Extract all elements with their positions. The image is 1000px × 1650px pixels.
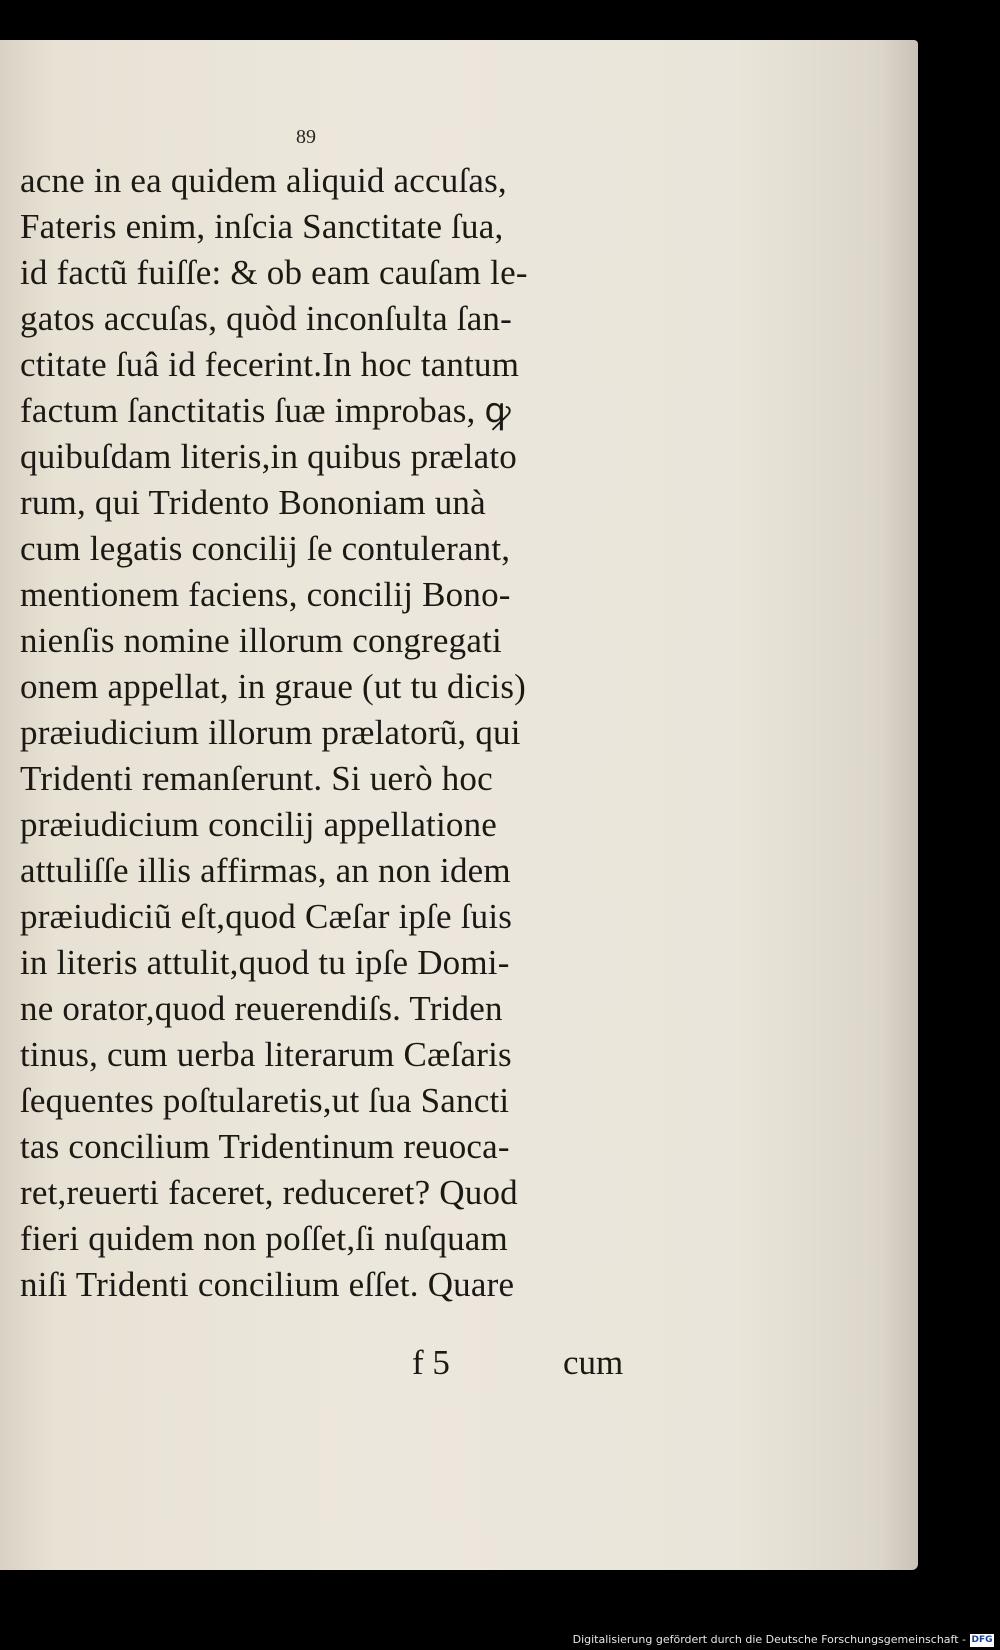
text-line: fieri quidem non poſſet,ſi nuſquam: [20, 1219, 508, 1258]
book-page: [0, 40, 918, 1570]
text-line: acne in ea quidem aliquid accuſas,: [20, 161, 507, 200]
footer-credit: Digitalisierung gefördert durch die Deutsche Forschungsgemeinschaft -: [572, 1633, 966, 1646]
text-line: factum ſanctitatis ſuæ improbas, ꝙ: [20, 391, 511, 430]
text-line: cum legatis concilij ſe contulerant,: [20, 529, 511, 568]
catchword: cum: [563, 1343, 624, 1382]
page-number: 89: [296, 126, 316, 148]
text-line: mentionem faciens, concilij Bono-: [20, 575, 511, 614]
text-line: tinus, cum uerba literarum Cæſaris: [20, 1035, 512, 1074]
text-line: onem appellat, in graue (ut tu dicis): [20, 667, 526, 706]
text-line: id factũ fuiſſe: & ob eam cauſam le-: [20, 253, 528, 292]
text-line: in literis attulit,quod tu ipſe Domi-: [20, 943, 510, 982]
text-line: niſi Tridenti concilium eſſet. Quare: [20, 1265, 515, 1304]
text-line: Fateris enim, inſcia Sanctitate ſua,: [20, 207, 504, 246]
text-line: nienſis nomine illorum congregati: [20, 621, 502, 660]
text-line: quibuſdam literis,in quibus prælato: [20, 437, 517, 476]
text-line: præiudicium illorum prælatorũ, qui: [20, 713, 521, 752]
dfg-logo: DFG: [971, 1635, 993, 1645]
text-line: tas concilium Tridentinum reuoca-: [20, 1127, 510, 1166]
body-text: [20, 158, 645, 1308]
text-line: ctitate ſuâ id fecerint.In hoc tantum: [20, 345, 520, 384]
text-line: rum, qui Tridento Bononiam unà: [20, 483, 486, 522]
text-line: ſequentes poſtularetis,ut ſua Sancti: [20, 1081, 510, 1120]
text-line: attuliſſe illis affirmas, an non idem: [20, 851, 511, 890]
text-line: Tridenti remanſerunt. Si uerò hoc: [20, 759, 493, 798]
text-line: ne orator,quod reuerendiſs. Triden: [20, 989, 503, 1028]
text-line: præiudiciũ eſt,quod Cæſar ipſe ſuis: [20, 897, 513, 936]
text-line: ret,reuerti faceret, reduceret? Quod: [20, 1173, 518, 1212]
text-line: gatos accuſas, quòd inconſulta ſan-: [20, 299, 512, 338]
signature-mark: f 5: [412, 1343, 450, 1382]
text-line: præiudicium concilij appellatione: [20, 805, 498, 844]
